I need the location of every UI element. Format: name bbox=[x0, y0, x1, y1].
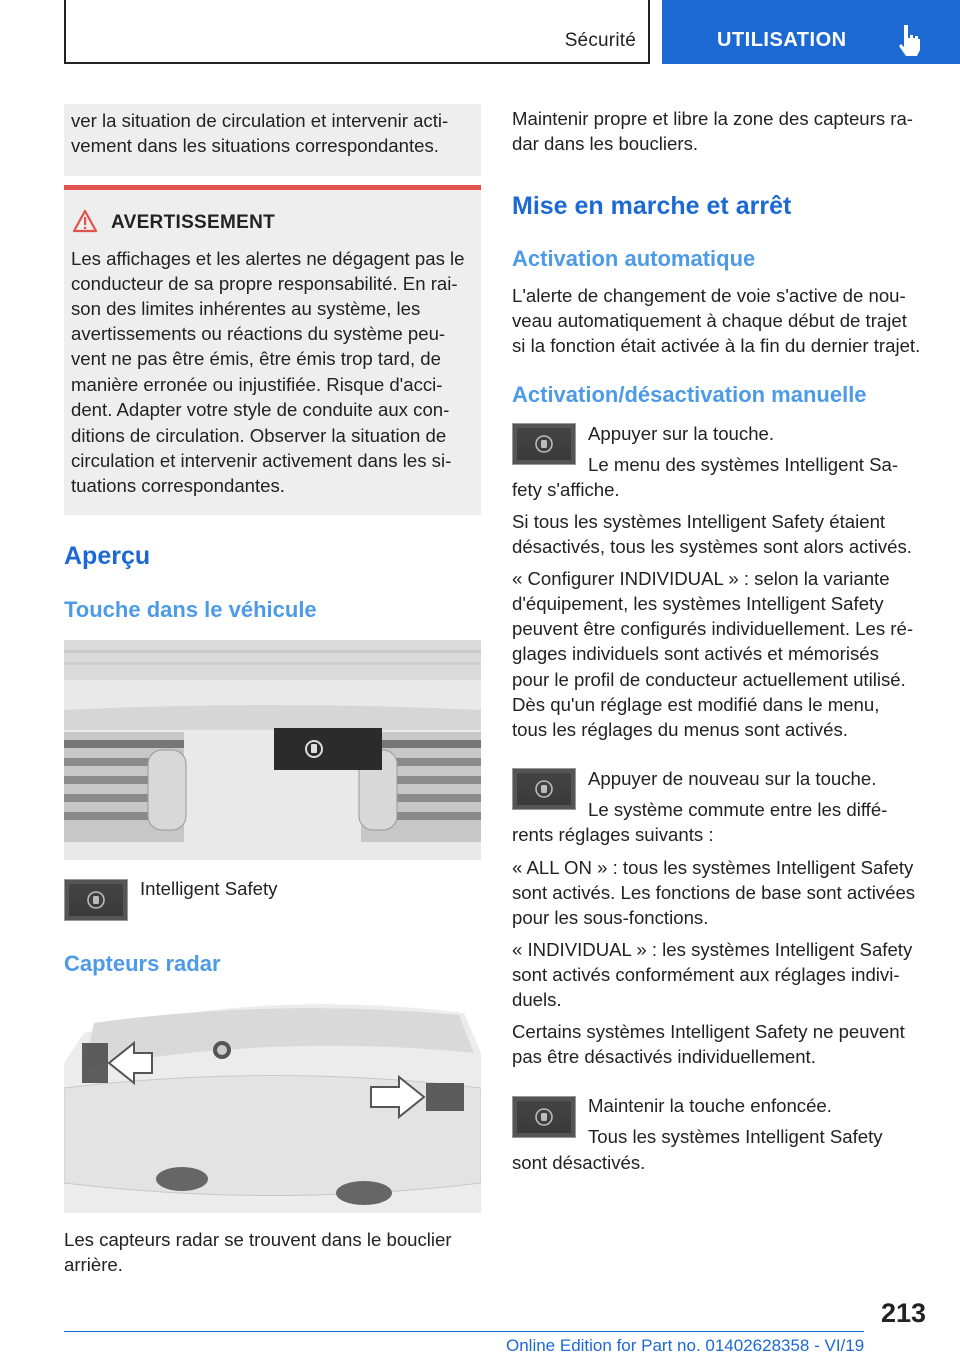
radar-text-line: arrière. bbox=[64, 1254, 123, 1275]
button-caption: Intelligent Safety bbox=[140, 878, 278, 899]
para1-line: Si tous les systèmes Intelligent Safety étaient bbox=[512, 511, 886, 532]
warning-line: Les affichages et les alertes ne dégagent pas le bbox=[71, 248, 465, 269]
pointing-hand-icon bbox=[896, 23, 924, 57]
overview-heading: Aperçu bbox=[64, 542, 151, 570]
button-pictogram-hold bbox=[512, 1096, 576, 1138]
warning-line: ditions de circulation. Observer la situation de bbox=[71, 425, 447, 446]
para5-line: Certains systèmes Intelligent Safety ne peuvent bbox=[512, 1021, 905, 1042]
right-intro-line: dar dans les boucliers. bbox=[512, 133, 699, 154]
para4-line: « INDIVIDUAL » : les systèmes Intelligent Safety bbox=[512, 939, 913, 960]
car-shield-icon bbox=[534, 1107, 554, 1127]
para2-line: d'équipement, les systèmes Intelligent Safety bbox=[512, 593, 884, 614]
step-press-line: Appuyer sur la touche. bbox=[588, 423, 775, 444]
vehicle-button-heading: Touche dans le véhicule bbox=[64, 597, 317, 622]
para4-line: sont activés conformément aux réglages indivi- bbox=[512, 964, 900, 985]
chapter-tab[interactable] bbox=[662, 0, 960, 64]
chapter-tab-label: UTILISATION bbox=[717, 29, 847, 51]
radar-sensors-heading: Capteurs radar bbox=[64, 951, 221, 976]
footer-divider bbox=[64, 1331, 864, 1332]
dashboard-button-figure bbox=[64, 640, 481, 860]
auto-text-line: L'alerte de changement de voie s'active de nou- bbox=[512, 285, 906, 306]
footer-edition: Online Edition for Part no. 01402628358 - VI/19 bbox=[506, 1336, 865, 1355]
header-section-box bbox=[64, 0, 650, 64]
warning-line: avertissements ou réactions du système peu- bbox=[71, 323, 446, 344]
warning-line: circulation et intervenir activement dans les si- bbox=[71, 450, 452, 471]
intro-line-1: ver la situation de circulation et intervenir acti- bbox=[71, 110, 449, 131]
car-shield-icon bbox=[534, 779, 554, 799]
warning-title: AVERTISSEMENT bbox=[111, 212, 276, 233]
warning-line: manière erronée ou injustifiée. Risque d'acci- bbox=[71, 374, 443, 395]
radar-text-line: Les capteurs radar se trouvent dans le bouclier bbox=[64, 1229, 452, 1250]
step-press-again-line: Le système commute entre les diffé- bbox=[588, 799, 888, 820]
warning-line: son des limites inhérentes au système, les bbox=[71, 298, 421, 319]
warning-line: dent. Adapter votre style de conduite aux con- bbox=[71, 399, 450, 420]
step-press-line: Le menu des systèmes Intelligent Sa- bbox=[588, 454, 899, 475]
warning-line: tuations correspondantes. bbox=[71, 475, 285, 496]
para3-line: pour les sous-fonctions. bbox=[512, 907, 709, 928]
para3-line: « ALL ON » : tous les systèmes Intelligent Safety bbox=[512, 857, 914, 878]
para1-line: désactivés, tous les systèmes sont alors activés. bbox=[512, 536, 912, 557]
para2-line: « Configurer INDIVIDUAL » : selon la variante bbox=[512, 568, 890, 589]
manual-activation-heading: Activation/désactivation manuelle bbox=[512, 382, 867, 407]
auto-text-line: si la fonction était activée à la fin du dernier trajet. bbox=[512, 335, 921, 356]
para2-line: tous les réglages du menus sont activés. bbox=[512, 719, 848, 740]
para2-line: glages individuels sont activés et mémorisés bbox=[512, 643, 879, 664]
para4-line: duels. bbox=[512, 989, 562, 1010]
button-pictogram-press-again bbox=[512, 768, 576, 810]
intro-line-2: vement dans les situations correspondantes. bbox=[71, 135, 439, 156]
car-shield-icon bbox=[86, 890, 106, 910]
on-off-heading: Mise en marche et arrêt bbox=[512, 192, 792, 220]
para2-line: pour le profil de conducteur actuellement utilisé. bbox=[512, 669, 906, 690]
auto-text-line: veau automatiquement à chaque début de trajet bbox=[512, 310, 907, 331]
step-hold-line: Tous les systèmes Intelligent Safety bbox=[588, 1126, 883, 1147]
rear-bumper-figure bbox=[64, 993, 481, 1213]
step-press-again-line: Appuyer de nouveau sur la touche. bbox=[588, 768, 877, 789]
step-hold-cont: sont désactivés. bbox=[512, 1152, 646, 1173]
warning-line: conducteur de sa propre responsabilité. En rai- bbox=[71, 273, 458, 294]
para3-line: sont activés. Les fonctions de base sont activées bbox=[512, 882, 916, 903]
step-press-again-cont: rents réglages suivants : bbox=[512, 824, 714, 845]
intelligent-safety-button-pictogram bbox=[64, 879, 128, 921]
para2-line: Dès qu'un réglage est modifié dans le menu, bbox=[512, 694, 880, 715]
auto-activation-heading: Activation automatique bbox=[512, 246, 756, 271]
page-number: 213 bbox=[880, 1298, 926, 1328]
step-hold-line: Maintenir la touche enfoncée. bbox=[588, 1095, 832, 1116]
car-shield-icon bbox=[534, 434, 554, 454]
section-title: Sécurité bbox=[564, 30, 636, 51]
warning-line: vent ne pas être émis, être émis trop tard, de bbox=[71, 348, 441, 369]
step-press-cont: fety s'affiche. bbox=[512, 479, 620, 500]
right-intro-line: Maintenir propre et libre la zone des capteurs ra- bbox=[512, 108, 914, 129]
warning-triangle-icon bbox=[72, 209, 98, 233]
button-pictogram-press bbox=[512, 423, 576, 465]
para5-line: pas être désactivés individuellement. bbox=[512, 1046, 816, 1067]
para2-line: peuvent être configurés individuellement. Les ré- bbox=[512, 618, 914, 639]
